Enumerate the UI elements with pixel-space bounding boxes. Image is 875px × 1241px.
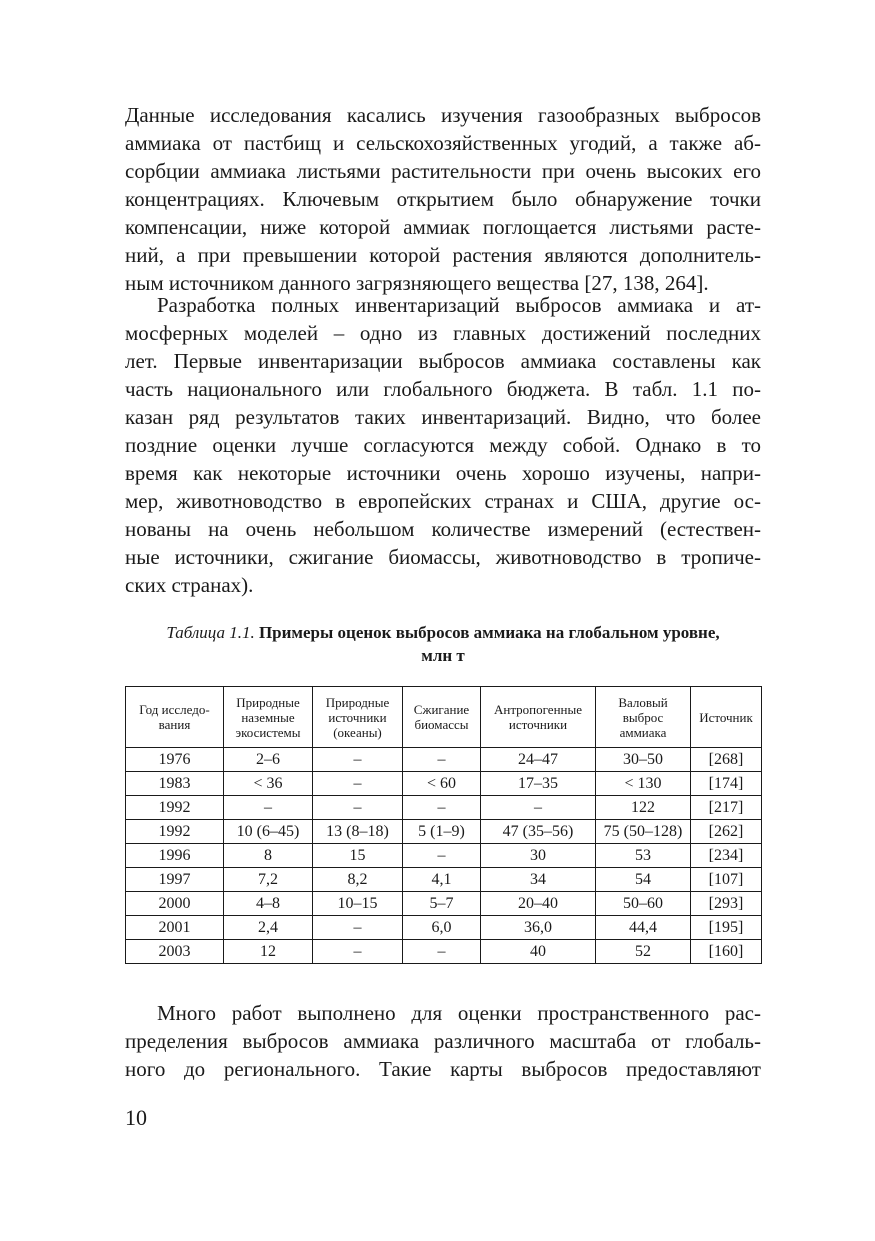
cell-year: 1983 — [126, 772, 224, 796]
table-caption-label: Таблица 1.1. — [166, 623, 255, 642]
cell-natural-oceans: 8,2 — [313, 868, 403, 892]
cell-year: 1992 — [126, 796, 224, 820]
cell-source: [293] — [691, 892, 762, 916]
text-line: мер, животноводство в европейских странах и США, другие ос- — [125, 489, 761, 513]
text-line: мосферных моделей – одно из главных достижений последних — [125, 321, 761, 345]
cell-year: 1976 — [126, 748, 224, 772]
cell-anthropogenic: 20–40 — [481, 892, 596, 916]
table-row — [126, 868, 762, 892]
cell-natural-oceans: 15 — [313, 844, 403, 868]
cell-year: 1996 — [126, 844, 224, 868]
cell-natural-terrestrial: 4–8 — [224, 892, 313, 916]
text-line: казан ряд результатов таких инвентаризаций. Видно, что более — [125, 405, 761, 429]
cell-natural-terrestrial: < 36 — [224, 772, 313, 796]
cell-natural-oceans: – — [313, 772, 403, 796]
cell-anthropogenic: – — [481, 796, 596, 820]
cell-biomass-burning: – — [403, 844, 481, 868]
cell-total-emission: 30–50 — [596, 748, 691, 772]
text-line: ских странах). — [125, 573, 254, 597]
cell-biomass-burning: 5–7 — [403, 892, 481, 916]
table-row — [126, 820, 762, 844]
text-line: компенсации, ниже которой аммиак поглощается листьями расте- — [125, 215, 761, 239]
cell-anthropogenic: 47 (35–56) — [481, 820, 596, 844]
page-number: 10 — [125, 1105, 147, 1130]
paragraph-inventories — [125, 291, 761, 599]
text-line: поздние оценки лучше согласуются между собой. Однако в то — [125, 433, 761, 457]
table-caption-unit: млн т — [421, 646, 465, 665]
emissions-table — [125, 686, 762, 964]
cell-total-emission: 75 (50–128) — [596, 820, 691, 844]
cell-biomass-burning: – — [403, 940, 481, 964]
table-row — [126, 844, 762, 868]
cell-anthropogenic: 30 — [481, 844, 596, 868]
header-natural-oceans: Природные источники (океаны) — [313, 687, 403, 748]
header-year: Год исследо-вания — [126, 687, 224, 748]
cell-source: [268] — [691, 748, 762, 772]
cell-total-emission: 50–60 — [596, 892, 691, 916]
cell-source: [195] — [691, 916, 762, 940]
cell-natural-terrestrial: 8 — [224, 844, 313, 868]
cell-year: 2003 — [126, 940, 224, 964]
cell-source: [217] — [691, 796, 762, 820]
cell-biomass-burning: – — [403, 748, 481, 772]
cell-total-emission: 52 — [596, 940, 691, 964]
cell-source: [174] — [691, 772, 762, 796]
header-anthropogenic: Антропогенные источники — [481, 687, 596, 748]
cell-source: [262] — [691, 820, 762, 844]
text-line: нованы на очень небольшом количестве измерений (естествен- — [125, 517, 761, 541]
cell-source: [107] — [691, 868, 762, 892]
cell-biomass-burning: < 60 — [403, 772, 481, 796]
cell-natural-oceans: – — [313, 748, 403, 772]
cell-natural-oceans: – — [313, 940, 403, 964]
cell-natural-terrestrial: 2–6 — [224, 748, 313, 772]
cell-year: 2000 — [126, 892, 224, 916]
header-total-emission: Валовый выброс аммиака — [596, 687, 691, 748]
cell-year: 1992 — [126, 820, 224, 844]
cell-total-emission: 54 — [596, 868, 691, 892]
text-line: сорбции аммиака листьями растительности при очень высоких его — [125, 159, 761, 183]
text-line: лет. Первые инвентаризации выбросов аммиака составлены как — [125, 349, 761, 373]
text-line: ным источником данного загрязняющего вещества [27, 138, 264]. — [125, 271, 709, 295]
cell-total-emission: 53 — [596, 844, 691, 868]
cell-natural-terrestrial: 12 — [224, 940, 313, 964]
cell-year: 2001 — [126, 916, 224, 940]
header-biomass-burning: Сжигание биомассы — [403, 687, 481, 748]
table-caption-title: Примеры оценок выбросов аммиака на глобальном уровне, — [258, 623, 720, 642]
table-row — [126, 748, 762, 772]
cell-biomass-burning: 6,0 — [403, 916, 481, 940]
cell-anthropogenic: 40 — [481, 940, 596, 964]
cell-anthropogenic: 36,0 — [481, 916, 596, 940]
cell-source: [234] — [691, 844, 762, 868]
cell-biomass-burning: 4,1 — [403, 868, 481, 892]
table-row — [126, 892, 762, 916]
cell-natural-terrestrial: 10 (6–45) — [224, 820, 313, 844]
cell-natural-terrestrial: 2,4 — [224, 916, 313, 940]
text-line: Много работ выполнено для оценки пространственного рас- — [157, 1001, 761, 1025]
text-line: концентрациях. Ключевым открытием было обнаружение точки — [125, 187, 761, 211]
cell-source: [160] — [691, 940, 762, 964]
cell-natural-oceans: 10–15 — [313, 892, 403, 916]
cell-natural-oceans: – — [313, 916, 403, 940]
cell-total-emission: 122 — [596, 796, 691, 820]
text-line: ний, а при превышении которой растения являются дополнитель- — [125, 243, 761, 267]
cell-anthropogenic: 17–35 — [481, 772, 596, 796]
table-row — [126, 772, 762, 796]
cell-total-emission: < 130 — [596, 772, 691, 796]
cell-natural-terrestrial: – — [224, 796, 313, 820]
cell-biomass-burning: – — [403, 796, 481, 820]
text-line: Разработка полных инвентаризаций выбросов аммиака и ат- — [157, 293, 761, 317]
text-line: Данные исследования касались изучения газообразных выбросов — [125, 103, 761, 127]
table-row — [126, 940, 762, 964]
table-caption — [125, 621, 761, 667]
text-line: ного до регионального. Такие карты выбросов предоставляют — [125, 1057, 761, 1081]
cell-total-emission: 44,4 — [596, 916, 691, 940]
cell-natural-oceans: 13 (8–18) — [313, 820, 403, 844]
cell-biomass-burning: 5 (1–9) — [403, 820, 481, 844]
table-row — [126, 796, 762, 820]
text-line: часть национального или глобального бюджета. В табл. 1.1 по- — [125, 377, 761, 401]
table-header-row — [126, 687, 762, 748]
table-row — [126, 916, 762, 940]
paragraph-spatial-distribution — [125, 999, 761, 1083]
paragraph-ammonia-emissions-study — [125, 101, 761, 297]
cell-natural-terrestrial: 7,2 — [224, 868, 313, 892]
header-natural-terrestrial: Природные наземные экосистемы — [224, 687, 313, 748]
cell-year: 1997 — [126, 868, 224, 892]
text-line: ные источники, сжигание биомассы, животноводство в тропиче- — [125, 545, 761, 569]
text-line: время как некоторые источники очень хорошо изучены, напри- — [125, 461, 761, 485]
cell-anthropogenic: 34 — [481, 868, 596, 892]
cell-anthropogenic: 24–47 — [481, 748, 596, 772]
text-line: аммиака от пастбищ и сельскохозяйственных угодий, а также аб- — [125, 131, 761, 155]
header-source: Источник — [691, 687, 762, 748]
cell-natural-oceans: – — [313, 796, 403, 820]
text-line: пределения выбросов аммиака различного масштаба от глобаль- — [125, 1029, 761, 1053]
